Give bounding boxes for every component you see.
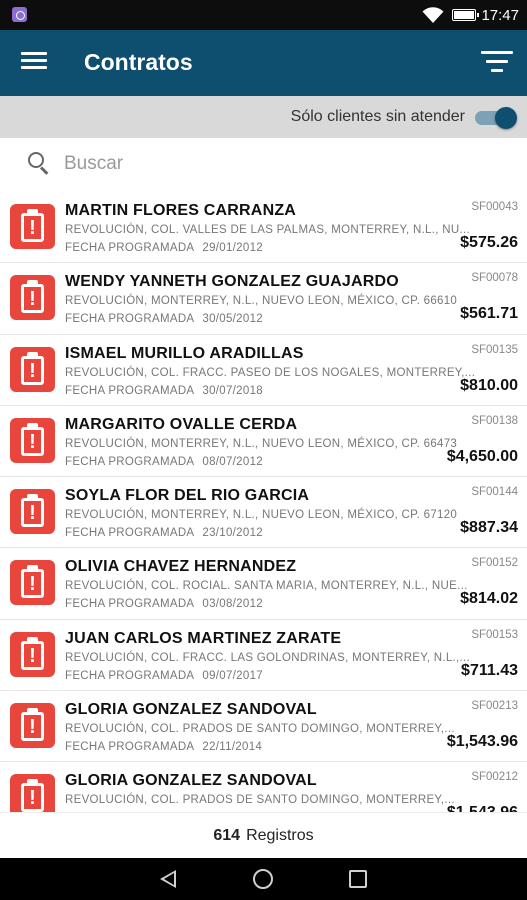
contract-code: SF00144 [471, 486, 518, 499]
app-bar [0, 30, 527, 96]
date-label: FECHA PROGRAMADA [65, 455, 195, 468]
unattended-toggle[interactable] [473, 107, 517, 129]
clipboard-alert-icon: ! [10, 774, 55, 819]
list-item[interactable] [0, 335, 527, 406]
contract-amount: $711.43 [461, 661, 518, 679]
client-address: REVOLUCIÓN, COL. FRACC. LAS GOLONDRINAS, MONTERREY, N.L.,... [65, 651, 471, 664]
clipboard-alert-icon: ! [10, 489, 55, 534]
date-value: 22/11/2014 [202, 741, 263, 754]
scheduled-date [65, 313, 263, 325]
contract-code: SF00078 [471, 272, 518, 285]
clipboard-alert-icon: ! [10, 560, 55, 605]
date-label: FECHA PROGRAMADA [65, 669, 195, 682]
contract-amount: $814.02 [460, 590, 518, 608]
contract-amount: $810.00 [460, 376, 518, 394]
recent-apps-icon[interactable] [349, 870, 367, 888]
client-address: REVOLUCIÓN, COL. ROCIAL. SANTA MARIA, MONTERREY, N.L., NUE... [65, 580, 468, 593]
clipboard-alert-icon: ! [10, 418, 55, 463]
toggle-knob [495, 107, 517, 129]
client-name: JUAN CARLOS MARTINEZ ZARATE [65, 629, 342, 647]
date-value: 23/10/2012 [202, 527, 263, 540]
menu-icon[interactable] [21, 52, 47, 74]
list-item[interactable] [0, 548, 527, 619]
client-name: ISMAEL MURILLO ARADILLAS [65, 344, 304, 362]
search-bar [0, 138, 527, 190]
records-count: 614 [213, 827, 241, 844]
records-label: Registros [246, 827, 314, 844]
client-address: REVOLUCIÓN, MONTERREY, N.L., NUEVO LEON, MÉXICO, CP. 66473 [65, 437, 458, 450]
contract-code: SF00212 [471, 771, 518, 784]
clipboard-alert-icon: ! [10, 204, 55, 249]
search-input[interactable] [64, 146, 504, 182]
scheduled-date [65, 456, 263, 468]
filter-icon[interactable] [481, 51, 513, 77]
contract-amount: $575.26 [460, 234, 518, 251]
date-label: FECHA PROGRAMADA [65, 741, 195, 754]
client-name: MARTIN FLORES CARRANZA [65, 202, 297, 219]
client-address: REVOLUCIÓN, COL. VALLES DE LAS PALMAS, MONTERREY, N.L., NU... [65, 224, 470, 236]
client-name: GLORIA GONZALEZ SANDOVAL [65, 772, 317, 790]
contract-code: SF00135 [471, 343, 518, 356]
client-name: WENDY YANNETH GONZALEZ GUAJARDO [65, 273, 399, 291]
page-title: Contratos [84, 49, 193, 75]
contract-amount: $1,543.96 [446, 733, 518, 751]
scheduled-date [65, 741, 262, 753]
contract-code: SF00043 [471, 201, 518, 213]
unattended-toggle-label: Sólo clientes sin atender [290, 108, 465, 125]
client-address: REVOLUCIÓN, COL. PRADOS DE SANTO DOMINGO, MONTERREY,... [65, 794, 455, 807]
wifi-icon [422, 6, 444, 24]
client-address: REVOLUCIÓN, COL. FRACC. PASEO DE LOS NOGALES, MONTERREY,... [65, 366, 476, 379]
client-address: REVOLUCIÓN, MONTERREY, N.L., NUEVO LEON, MÉXICO, CP. 67120 [65, 509, 458, 522]
contract-amount: $4,650.00 [446, 447, 518, 465]
status-time: 17:47 [481, 7, 519, 24]
list-item[interactable] [0, 477, 527, 548]
list-item[interactable] [0, 263, 527, 334]
date-value: 09/07/2017 [202, 669, 263, 682]
clipboard-alert-icon: ! [10, 703, 55, 748]
clipboard-alert-icon: ! [10, 632, 55, 677]
home-icon[interactable] [253, 869, 273, 889]
list-item[interactable] [0, 620, 527, 691]
back-icon[interactable] [160, 870, 176, 888]
app-icon [12, 7, 27, 22]
scheduled-date [65, 527, 263, 539]
client-name: MARGARITO OVALLE CERDA [65, 415, 298, 433]
scheduled-date [65, 385, 263, 397]
date-value: 30/05/2012 [202, 313, 263, 326]
contract-amount: $561.71 [460, 305, 518, 323]
battery-icon [452, 9, 476, 21]
date-value: 08/07/2012 [202, 455, 263, 468]
date-value: 03/08/2012 [202, 598, 263, 611]
contract-amount: $887.34 [460, 519, 518, 537]
unattended-filter-bar [0, 96, 527, 138]
list-item[interactable] [0, 192, 527, 263]
client-name: GLORIA GONZALEZ SANDOVAL [65, 701, 317, 719]
contract-code: SF00152 [471, 557, 518, 570]
client-address: REVOLUCIÓN, COL. PRADOS DE SANTO DOMINGO, MONTERREY,... [65, 723, 455, 736]
date-label: FECHA PROGRAMADA [65, 527, 195, 540]
date-value: 29/01/2012 [202, 242, 263, 254]
client-name: OLIVIA CHAVEZ HERNANDEZ [65, 558, 297, 576]
clipboard-alert-icon: ! [10, 275, 55, 320]
date-label: FECHA PROGRAMADA [65, 313, 195, 326]
clipboard-alert-icon: ! [10, 347, 55, 392]
status-bar [0, 0, 527, 30]
date-label: FECHA PROGRAMADA [65, 242, 195, 254]
system-nav-bar [0, 858, 527, 900]
date-label: FECHA PROGRAMADA [65, 598, 195, 611]
client-name: SOYLA FLOR DEL RIO GARCIA [65, 487, 310, 505]
list-item[interactable] [0, 691, 527, 762]
contract-code: SF00213 [471, 700, 518, 713]
contract-code: SF00153 [471, 628, 518, 641]
search-icon [28, 152, 50, 174]
contract-code: SF00138 [471, 414, 518, 427]
scheduled-date [65, 598, 263, 610]
scheduled-date [65, 242, 263, 254]
date-value: 30/07/2018 [202, 384, 263, 397]
date-label: FECHA PROGRAMADA [65, 384, 195, 397]
client-address: REVOLUCIÓN, MONTERREY, N.L., NUEVO LEON, MÉXICO, CP. 66610 [65, 295, 458, 308]
list-item[interactable] [0, 406, 527, 477]
contract-list[interactable] [0, 192, 527, 810]
records-footer [0, 812, 527, 858]
scheduled-date [65, 670, 263, 682]
